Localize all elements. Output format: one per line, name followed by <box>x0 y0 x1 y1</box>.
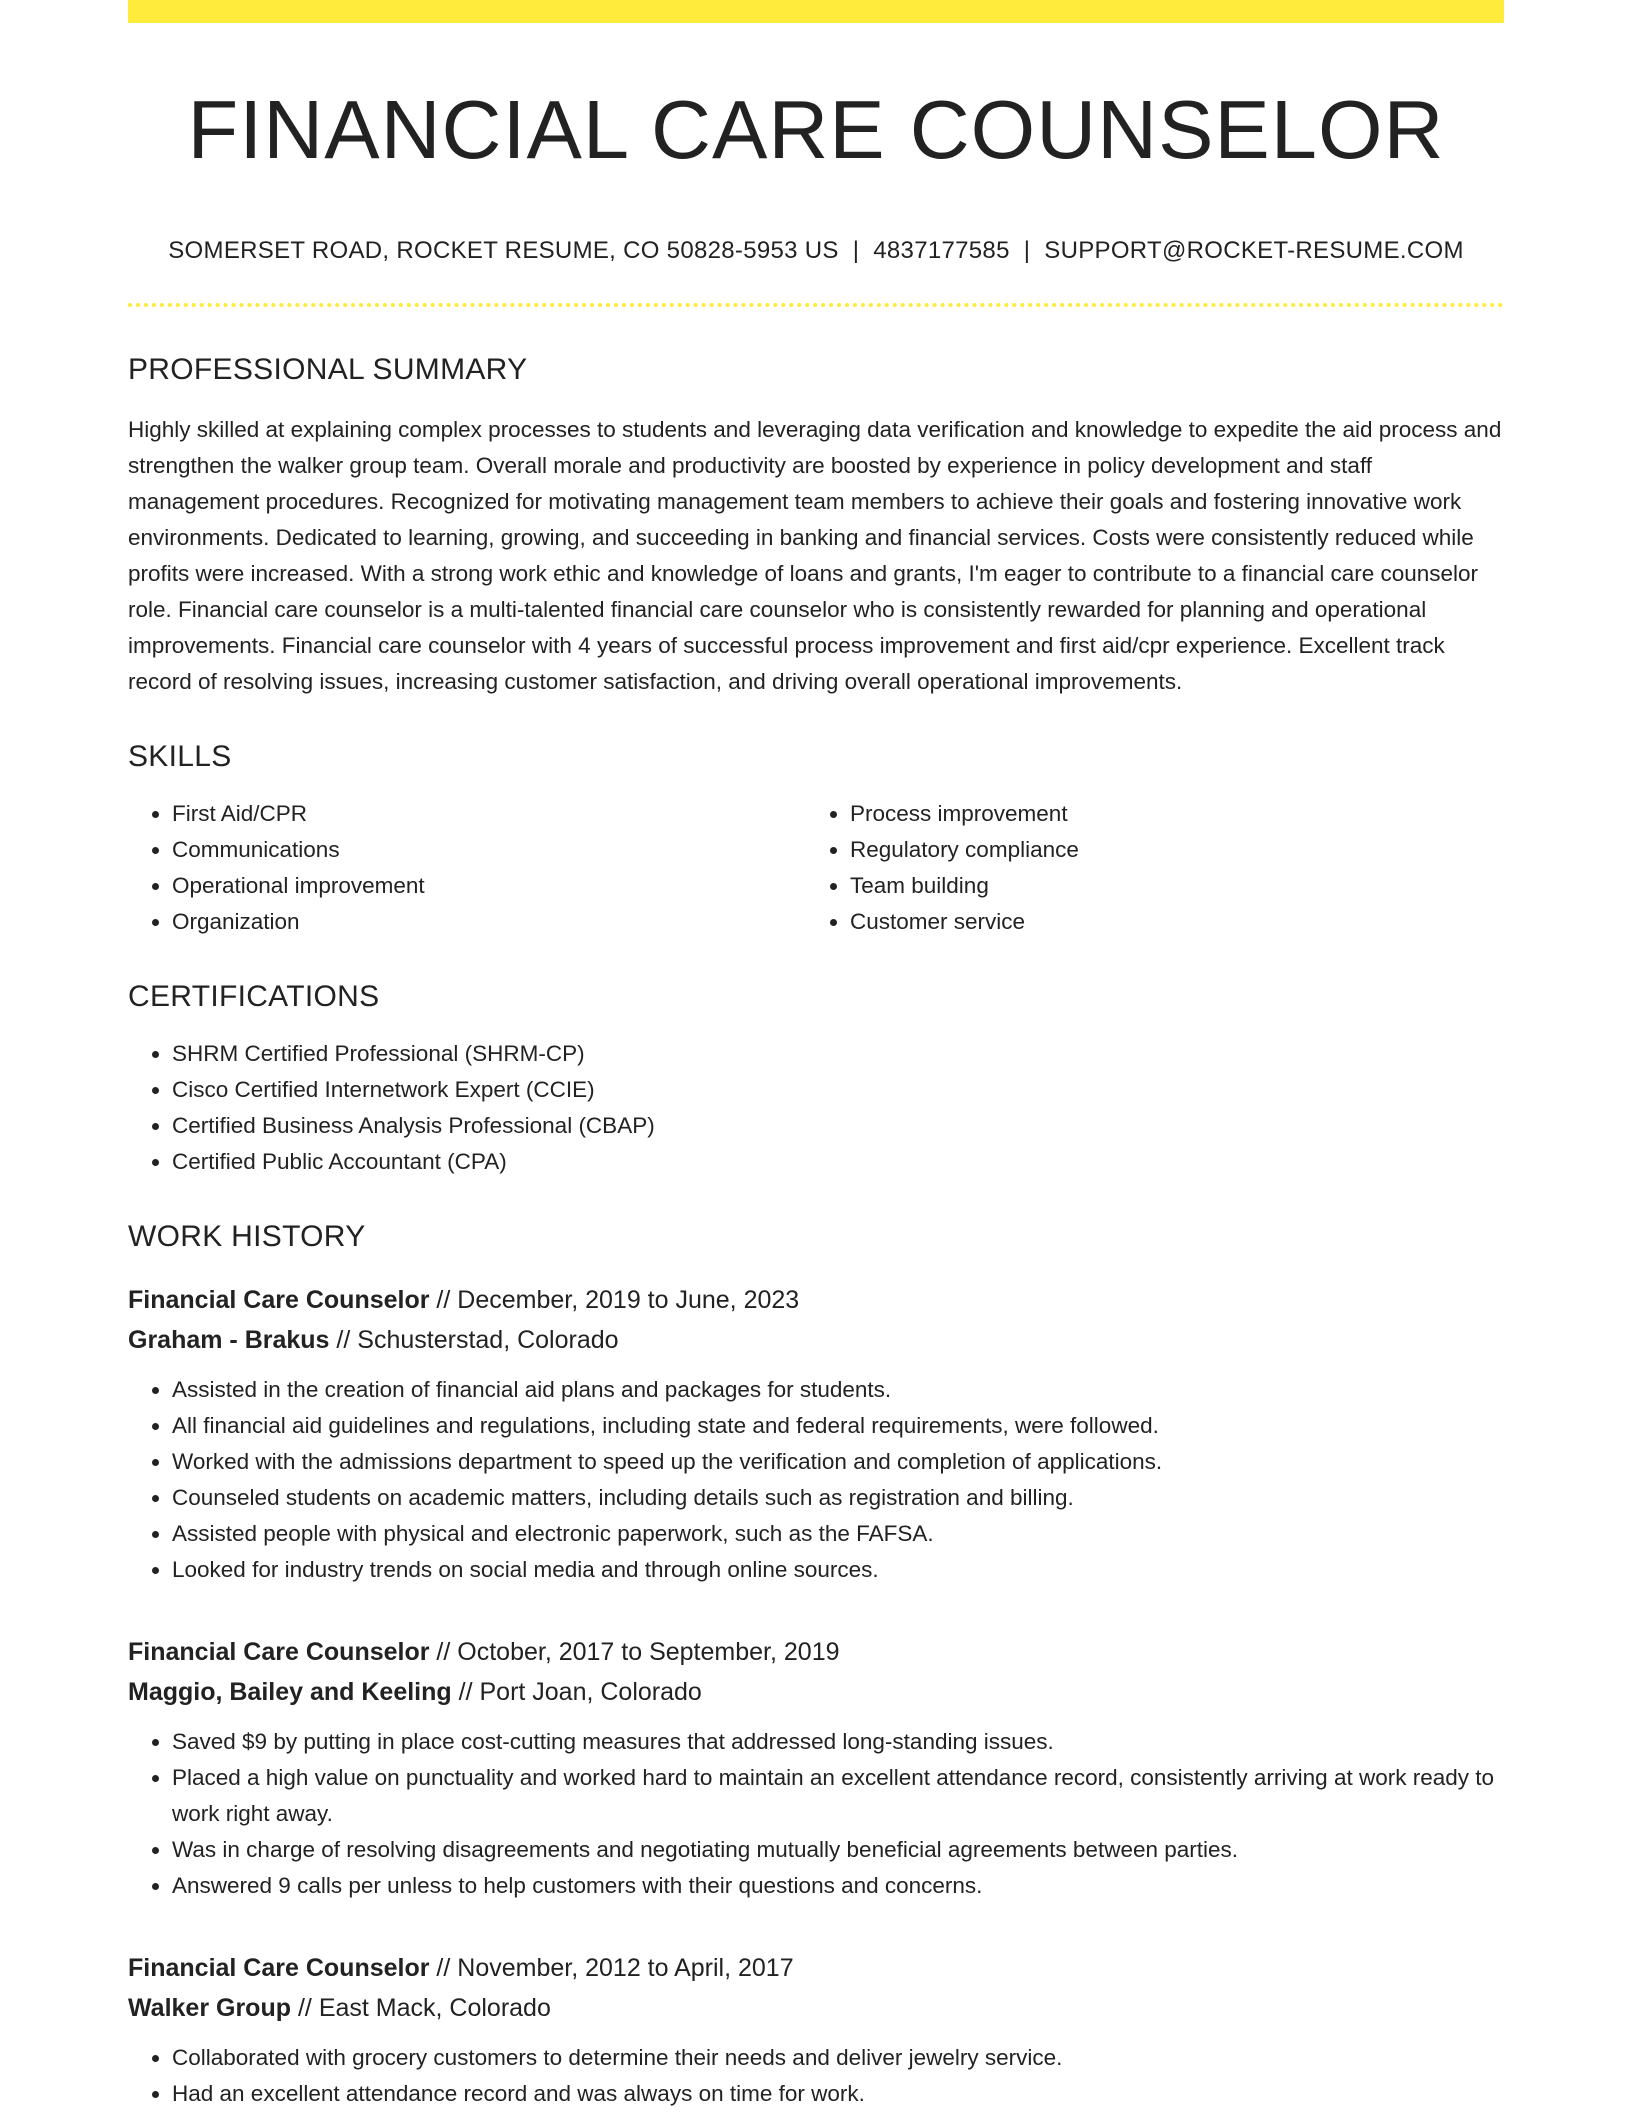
certification-item: • SHRM Certified Professional (SHRM-CP) <box>172 1036 1504 1072</box>
skill-item: • Customer service <box>850 904 1484 940</box>
job-duty: • Worked with the admissions department to speed up the verification and completion of applications. <box>172 1444 1504 1480</box>
contact-separator: | <box>1023 237 1031 265</box>
job-entry <box>128 1280 1504 1588</box>
job-duty: • Answered 9 calls per unless to help customers with their questions and concerns. <box>172 1868 1504 1904</box>
job-title-line <box>128 1280 1504 1320</box>
job-title: Financial Care Counselor <box>128 1286 430 1315</box>
contact-phone: 4837177585 <box>873 237 1010 265</box>
summary-text: Highly skilled at explaining complex processes to students and leveraging data verification and knowledge to expedite the aid process and strengthen the walker group team. Overall morale and productivity are boosted by experience in policy development and staff management procedures. Recognized for motivating management team members to achieve their goals and fostering innovative work environments. Dedicated to learning, growing, and succeeding in banking and financial services. Costs were consistently reduced while profits were increased. With a strong work ethic and knowledge of loans and grants, I'm eager to contribute to a financial care counselor role. Financial care counselor is a multi-talented financial care counselor who is consistently rewarded for planning and operational improvements. Financial care counselor with 4 years of successful process improvement and first aid/cpr experience. Excellent track record of resolving issues, increasing customer satisfaction, and driving overall operational improvements. <box>128 417 1502 695</box>
skill-item: • Communications <box>172 832 806 868</box>
job-dates: November, 2012 to April, 2017 <box>457 1954 794 1983</box>
job-duty: • All financial aid guidelines and regulations, including state and federal requirements, were followed. <box>172 1408 1504 1444</box>
job-dates: October, 2017 to September, 2019 <box>457 1638 840 1667</box>
job-duties-list <box>128 1724 1504 1904</box>
contact-line <box>128 237 1504 265</box>
work-history-heading: WORK HISTORY <box>128 1220 366 1254</box>
certification-item: • Certified Public Accountant (CPA) <box>172 1144 1504 1180</box>
job-dates: December, 2019 to June, 2023 <box>457 1286 800 1315</box>
job-duty: • Had an excellent attendance record and was always on time for work. <box>172 2076 1504 2112</box>
resume-title: FINANCIAL CARE COUNSELOR <box>187 83 1445 176</box>
job-separator: // <box>297 1994 312 2023</box>
job-duty: • Placed a high value on punctuality and worked hard to maintain an excellent attendance record, consistently arriving at work ready to work right away. <box>172 1760 1504 1832</box>
job-title-line <box>128 1948 1504 1988</box>
job-duty: • Was in charge of resolving disagreements and negotiating mutually beneficial agreements between parties. <box>172 1832 1504 1868</box>
job-title-line <box>128 1632 1504 1672</box>
job-separator: // <box>436 1954 451 1983</box>
job-duties-list <box>128 2040 1504 2112</box>
skills-heading: SKILLS <box>128 740 232 774</box>
skill-item: • Organization <box>172 904 806 940</box>
certifications-heading: CERTIFICATIONS <box>128 980 380 1014</box>
dotted-divider <box>128 303 1504 307</box>
certification-item: • Certified Business Analysis Professional (CBAP) <box>172 1108 1504 1144</box>
job-location: Schusterstad, Colorado <box>357 1326 619 1355</box>
job-location: East Mack, Colorado <box>318 1994 551 2023</box>
summary-heading: PROFESSIONAL SUMMARY <box>128 353 528 387</box>
job-separator: // <box>436 1286 451 1315</box>
contact-email: SUPPORT@ROCKET-RESUME.COM <box>1044 237 1464 265</box>
job-company-line <box>128 1672 1504 1712</box>
job-location: Port Joan, Colorado <box>479 1678 702 1707</box>
contact-address: SOMERSET ROAD, ROCKET RESUME, CO 50828-5953 US <box>168 237 839 265</box>
job-company-line <box>128 1988 1504 2028</box>
contact-separator: | <box>852 237 860 265</box>
skill-item: • First Aid/CPR <box>172 796 806 832</box>
job-separator: // <box>336 1326 351 1355</box>
resume-page <box>128 0 1504 2112</box>
job-duties-list <box>128 1372 1504 1588</box>
job-entry <box>128 1948 1504 2112</box>
job-title: Financial Care Counselor <box>128 1954 430 1983</box>
certifications-list <box>128 1036 1504 1180</box>
job-company-line <box>128 1320 1504 1360</box>
job-duty: • Collaborated with grocery customers to determine their needs and deliver jewelry service. <box>172 2040 1504 2076</box>
job-duty: • Looked for industry trends on social media and through online sources. <box>172 1552 1504 1588</box>
accent-bar <box>128 0 1504 23</box>
job-title: Financial Care Counselor <box>128 1638 430 1667</box>
job-company: Walker Group <box>128 1994 291 2023</box>
job-duty: • Counseled students on academic matters, including details such as registration and billing. <box>172 1480 1504 1516</box>
skill-item: • Process improvement <box>850 796 1484 832</box>
job-company: Maggio, Bailey and Keeling <box>128 1678 452 1707</box>
job-separator: // <box>458 1678 473 1707</box>
skills-grid <box>128 796 1504 940</box>
job-duty: • Saved $9 by putting in place cost-cutting measures that addressed long-standing issues. <box>172 1724 1504 1760</box>
job-duty: • Assisted in the creation of financial aid plans and packages for students. <box>172 1372 1504 1408</box>
job-duty: • Assisted people with physical and electronic paperwork, such as the FAFSA. <box>172 1516 1504 1552</box>
skill-item: • Team building <box>850 868 1484 904</box>
skills-column-right <box>806 796 1484 940</box>
certification-item: • Cisco Certified Internetwork Expert (CCIE) <box>172 1072 1504 1108</box>
skills-column-left <box>128 796 806 940</box>
job-entry <box>128 1632 1504 1904</box>
skill-item: • Operational improvement <box>172 868 806 904</box>
job-separator: // <box>436 1638 451 1667</box>
job-company: Graham - Brakus <box>128 1326 330 1355</box>
skill-item: • Regulatory compliance <box>850 832 1484 868</box>
